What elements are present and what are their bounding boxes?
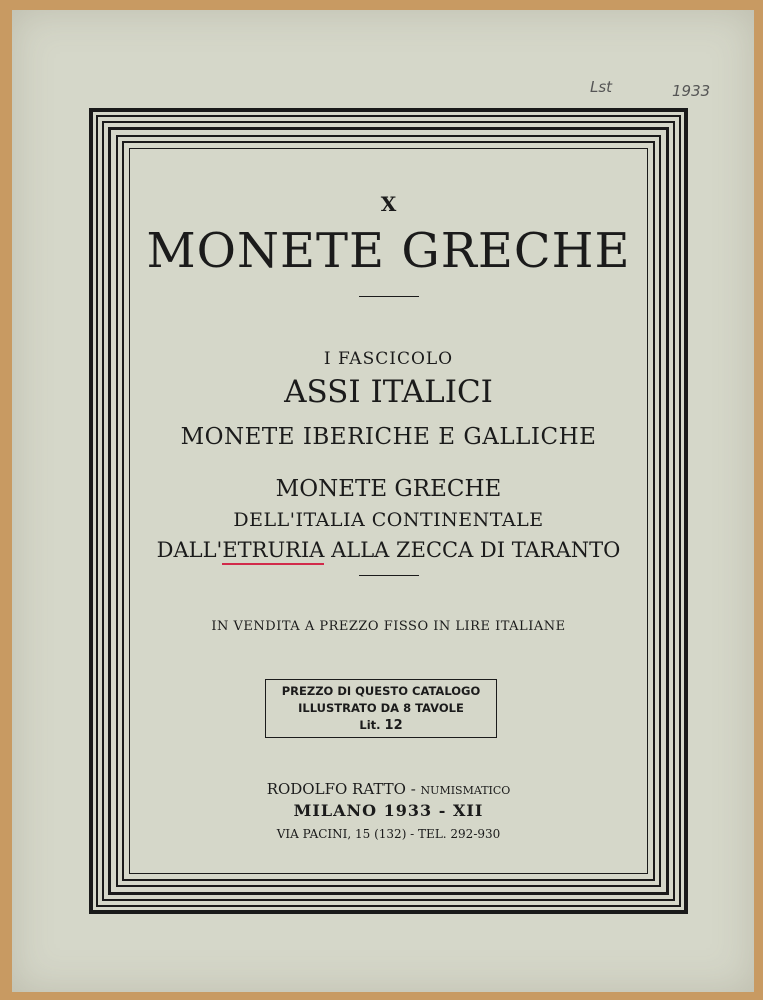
subtitle-monete-greche: MONETE GRECHE bbox=[275, 476, 502, 502]
volume-number: X bbox=[380, 192, 397, 216]
underlined-word-etruria: ETRURIA bbox=[222, 538, 324, 565]
subtitle-5-suffix: ALLA ZECCA DI TARANTO bbox=[324, 538, 621, 562]
publisher-line: RODOLFO RATTO - NUMISMATICO bbox=[266, 780, 511, 798]
publisher-address: VIA PACINI, 15 (132) - TEL. 292-930 bbox=[276, 827, 501, 841]
divider-rule bbox=[359, 296, 419, 297]
subtitle-etruria-taranto bbox=[130, 538, 647, 562]
publisher-name: RODOLFO RATTO bbox=[266, 780, 406, 798]
main-title: MONETE GRECHE bbox=[146, 223, 631, 279]
price-box bbox=[265, 679, 497, 738]
handwritten-note-year: 1933 bbox=[672, 82, 711, 100]
fascicolo-label: I FASCICOLO bbox=[323, 349, 454, 369]
subtitle-italia-continentale: DELL'ITALIA CONTINENTALE bbox=[233, 509, 544, 531]
divider-rule bbox=[359, 575, 419, 576]
city-year: MILANO 1933 - XII bbox=[293, 801, 484, 820]
sale-notice: IN VENDITA A PREZZO FISSO IN LIRE ITALIANE bbox=[211, 619, 566, 634]
price-line-2: ILLUSTRATO DA 8 TAVOLE bbox=[298, 701, 464, 715]
price-currency: Lit. bbox=[359, 718, 381, 732]
subtitle-assi-italici: ASSI ITALICI bbox=[284, 374, 493, 410]
catalog-cover bbox=[12, 10, 754, 992]
handwritten-note-left: Lst bbox=[590, 78, 613, 96]
publisher-role: NUMISMATICO bbox=[420, 784, 511, 797]
subtitle-5-prefix: DALL' bbox=[156, 538, 223, 562]
price-value: 12 bbox=[384, 718, 403, 733]
price-line-3 bbox=[266, 717, 496, 734]
subtitle-iberiche-galliche: MONETE IBERICHE E GALLICHE bbox=[180, 424, 597, 450]
price-line-1: PREZZO DI QUESTO CATALOGO bbox=[281, 684, 481, 698]
cover-content bbox=[130, 149, 647, 873]
